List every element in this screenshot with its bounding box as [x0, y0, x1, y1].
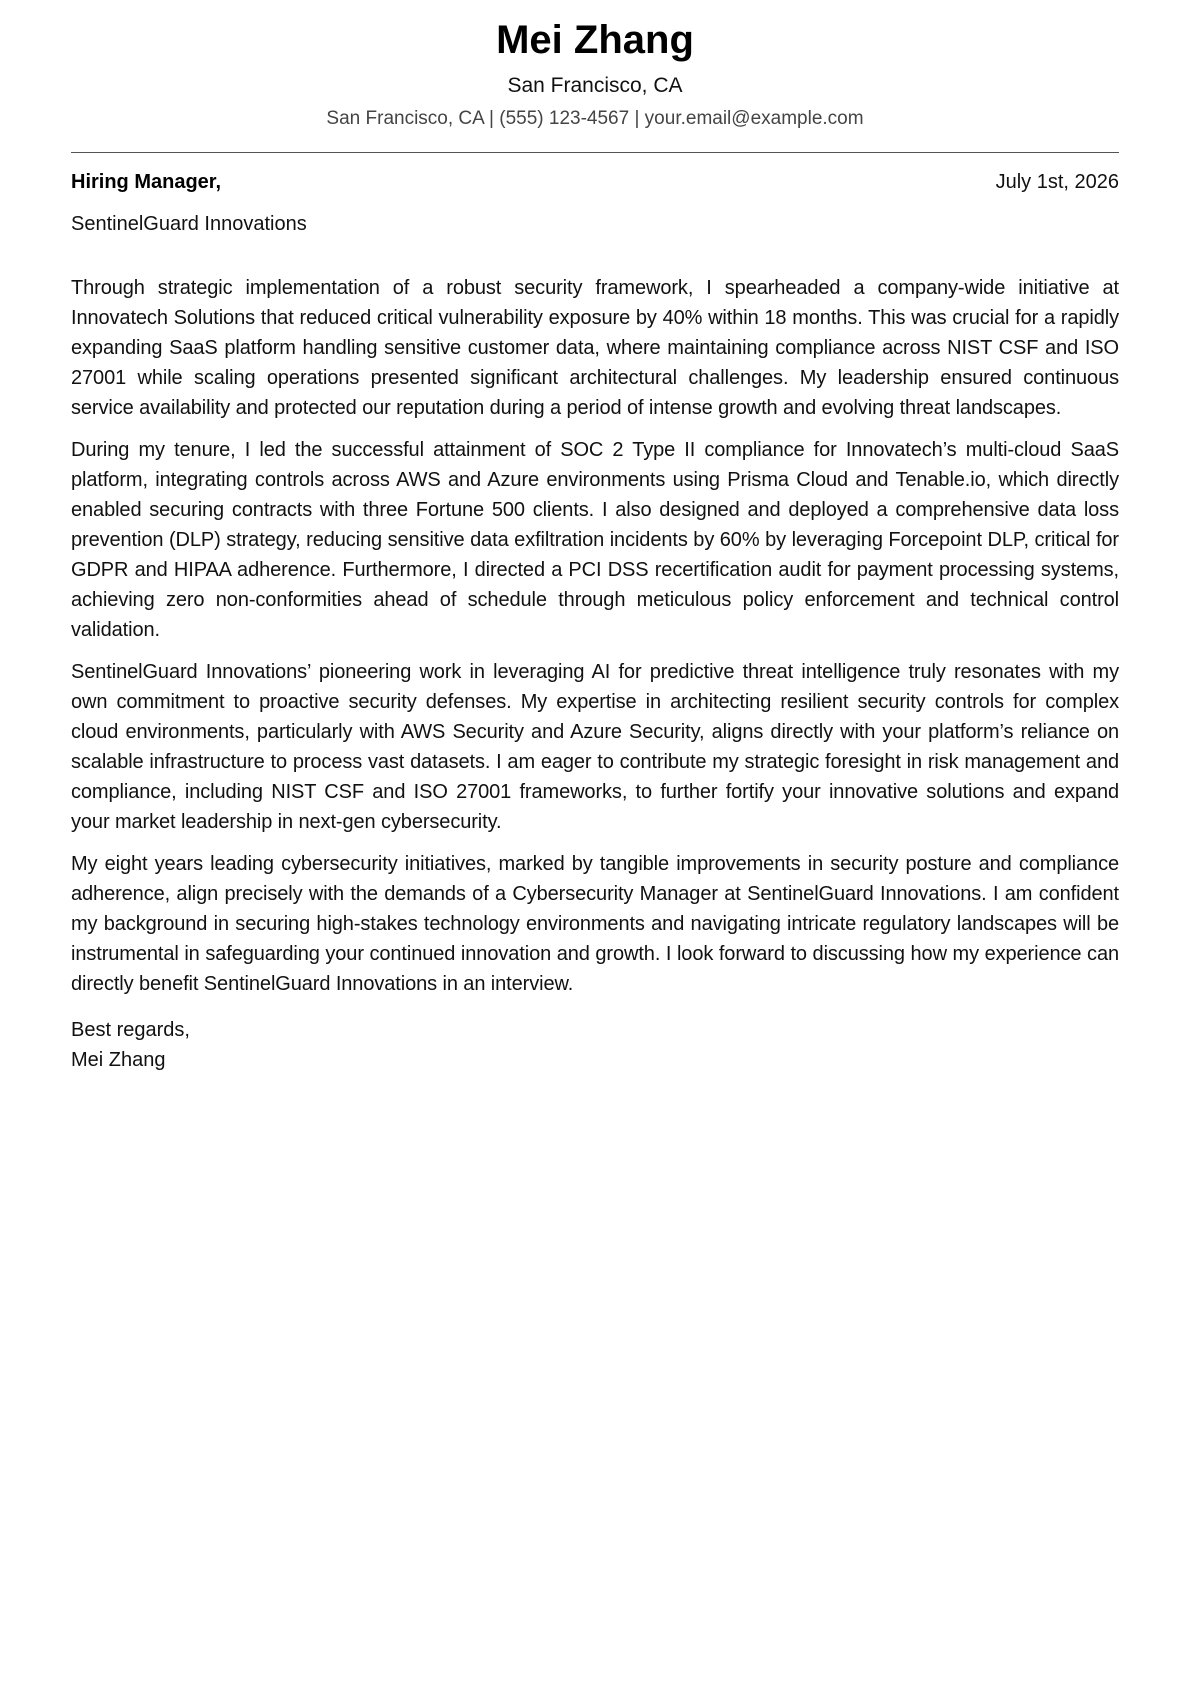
body-paragraph-2: During my tenure, I led the successful attainment of SOC 2 Type II compliance for Innovatech’s multi-cloud SaaS platform, integrating controls across AWS and Azure environments using Prisma Cloud and Tenable.io, which directly enabled securing contracts with three Fortune 500 clients. I also designed and deployed a comprehensive data loss prevention (DLP) strategy, reducing sensitive data exfiltration incidents by 60% by leveraging Forcepoint DLP, critical for GDPR and HIPAA adherence. Furthermore, I directed a PCI DSS recertification audit for payment processing systems, achieving zero non-conformities ahead of schedule through meticulous policy enforcement and technical control validation.: [71, 439, 1119, 641]
recipient-company: SentinelGuard Innovations: [71, 213, 307, 235]
letter-closing: [71, 1015, 1119, 1075]
recipient-title: Hiring Manager,: [71, 171, 222, 193]
recipient-date-row: [71, 167, 1119, 197]
letter-header: [71, 0, 1119, 132]
letter-date: July 1st, 2026: [995, 171, 1119, 193]
header-divider: [71, 152, 1119, 153]
sender-name: Mei Zhang: [496, 18, 694, 62]
sender-location: San Francisco, CA: [507, 74, 683, 97]
body-paragraph-4: My eight years leading cybersecurity initiatives, marked by tangible improvements in security posture and compliance adherence, align precisely with the demands of a Cybersecurity Manager at SentinelGuard Innovations. I am confident my background in securing high-stakes technology environments and navigating intricate regulatory landscapes will be instrumental in safeguarding your continued innovation and growth. I look forward to discussing how my experience can directly benefit SentinelGuard Innovations in an interview.: [71, 853, 1119, 995]
sender-contact-line: San Francisco, CA | (555) 123-4567 | your.email@example.com: [326, 108, 864, 129]
body-paragraph-3: SentinelGuard Innovations’ pioneering work in leveraging AI for predictive threat intelligence truly resonates with my own commitment to proactive security defenses. My expertise in architecting resilient security controls for complex cloud environments, particularly with AWS Security and Azure Security, aligns directly with your platform’s reliance on scalable infrastructure to process vast datasets. I am eager to contribute my strategic foresight in risk management and compliance, including NIST CSF and ISO 27001 frameworks, to further fortify your innovative solutions and expand your market leadership in next-gen cybersecurity.: [71, 661, 1119, 833]
body-paragraph-1: Through strategic implementation of a robust security framework, I spearheaded a company-wide initiative at Innovatech Solutions that reduced critical vulnerability exposure by 40% within 18 months. This was crucial for a rapidly expanding SaaS platform handling sensitive customer data, where maintaining compliance across NIST CSF and ISO 27001 while scaling operations presented significant architectural challenges. My leadership ensured continuous service availability and protected our reputation during a period of intense growth and evolving threat landscapes.: [71, 277, 1119, 419]
letter-body: [71, 273, 1119, 999]
closing-signature: Mei Zhang: [71, 1049, 166, 1071]
closing-salutation: Best regards,: [71, 1019, 190, 1041]
